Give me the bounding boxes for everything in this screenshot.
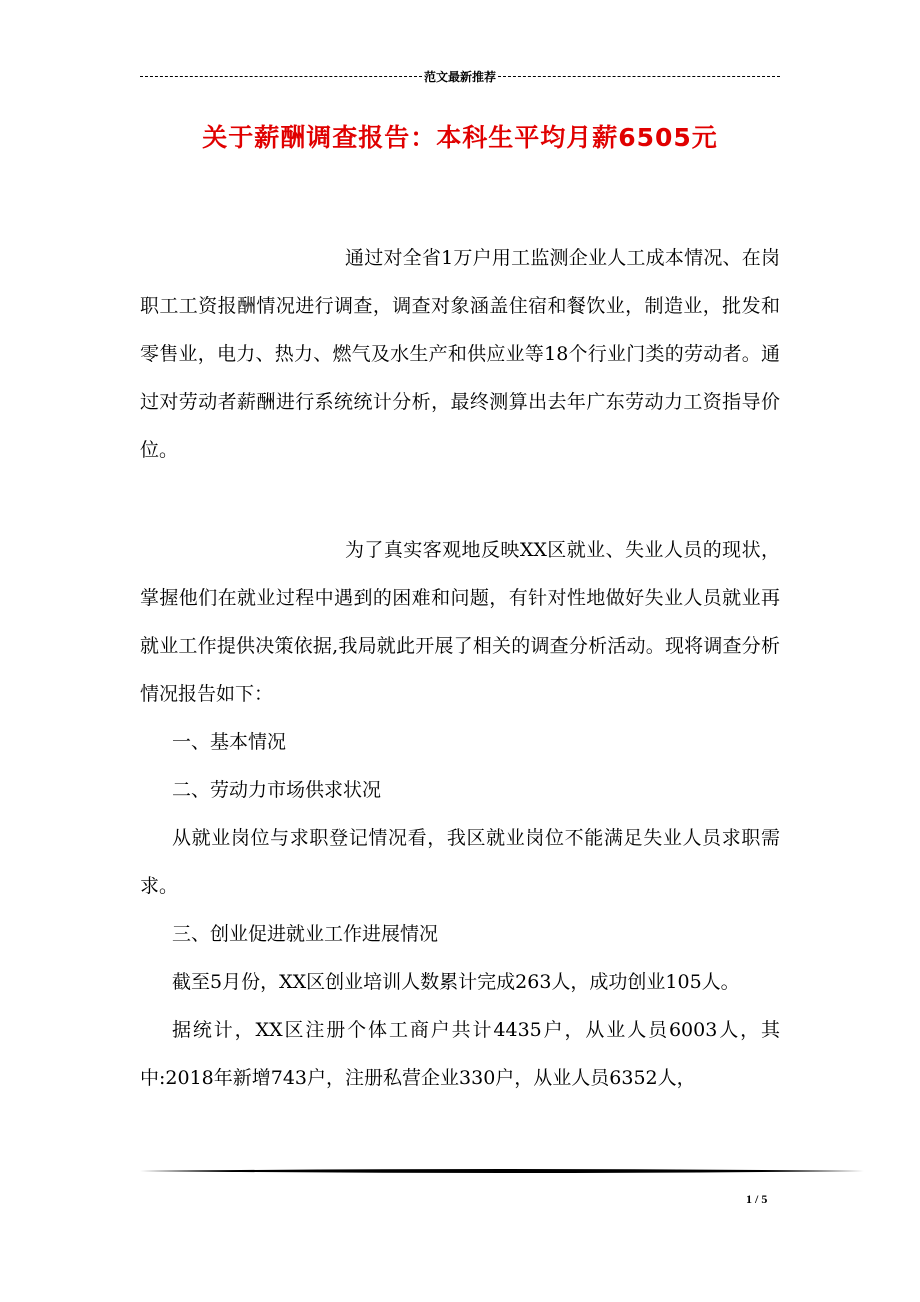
header-dashes-right [498, 76, 780, 77]
paragraph-statistics: 据统计，XX区注册个体工商户共计4435户，从业人员6003人，其中:2018年新增743户，注册私营企业330户，从业人员6352人， [140, 1019, 780, 1089]
paragraph-purpose: 为了真实客观地反映XX区就业、失业人员的现状，掌握他们在就业过程中遇到的困难和问题，有针对性地做好失业人员就业再就业工作提供决策依据,我局就此开展了相关的调查分析活动。现将调查分析情况报告如下： [140, 539, 780, 705]
header-label: 范文最新推荐 [424, 70, 497, 84]
paragraph-intro: 通过对全省1万户用工监测企业人工成本情况、在岗职工工资报酬情况进行调查，调查对象涵盖住宿和餐饮业，制造业，批发和零售业，电力、热力、燃气及水生产和供应业等18个行业门类的劳动者。通过对劳动者薪酬进行系统统计分析，最终测算出去年广东劳动力工资指导价位。 [140, 247, 780, 461]
footer-rule [140, 1168, 864, 1174]
page-header [140, 68, 780, 85]
section-heading-entrepreneurship: 三、创业促进就业工作进展情况 [172, 923, 439, 945]
section-heading-basic: 一、基本情况 [172, 731, 287, 753]
paragraph-labor-market: 从就业岗位与求职登记情况看，我区就业岗位不能满足失业人员求职需求。 [140, 827, 780, 897]
header-dashes-left [140, 76, 422, 77]
paragraph-training: 截至5月份，XX区创业培训人数累计完成263人，成功创业105人。 [172, 971, 740, 993]
document-title: 关于薪酬调查报告：本科生平均月薪6505元 [202, 123, 718, 152]
section-heading-labor-market: 二、劳动力市场供求状况 [172, 779, 382, 801]
paragraph-gap [140, 474, 780, 526]
document-body [140, 234, 780, 1102]
page-number: 1 / 5 [746, 1192, 768, 1206]
